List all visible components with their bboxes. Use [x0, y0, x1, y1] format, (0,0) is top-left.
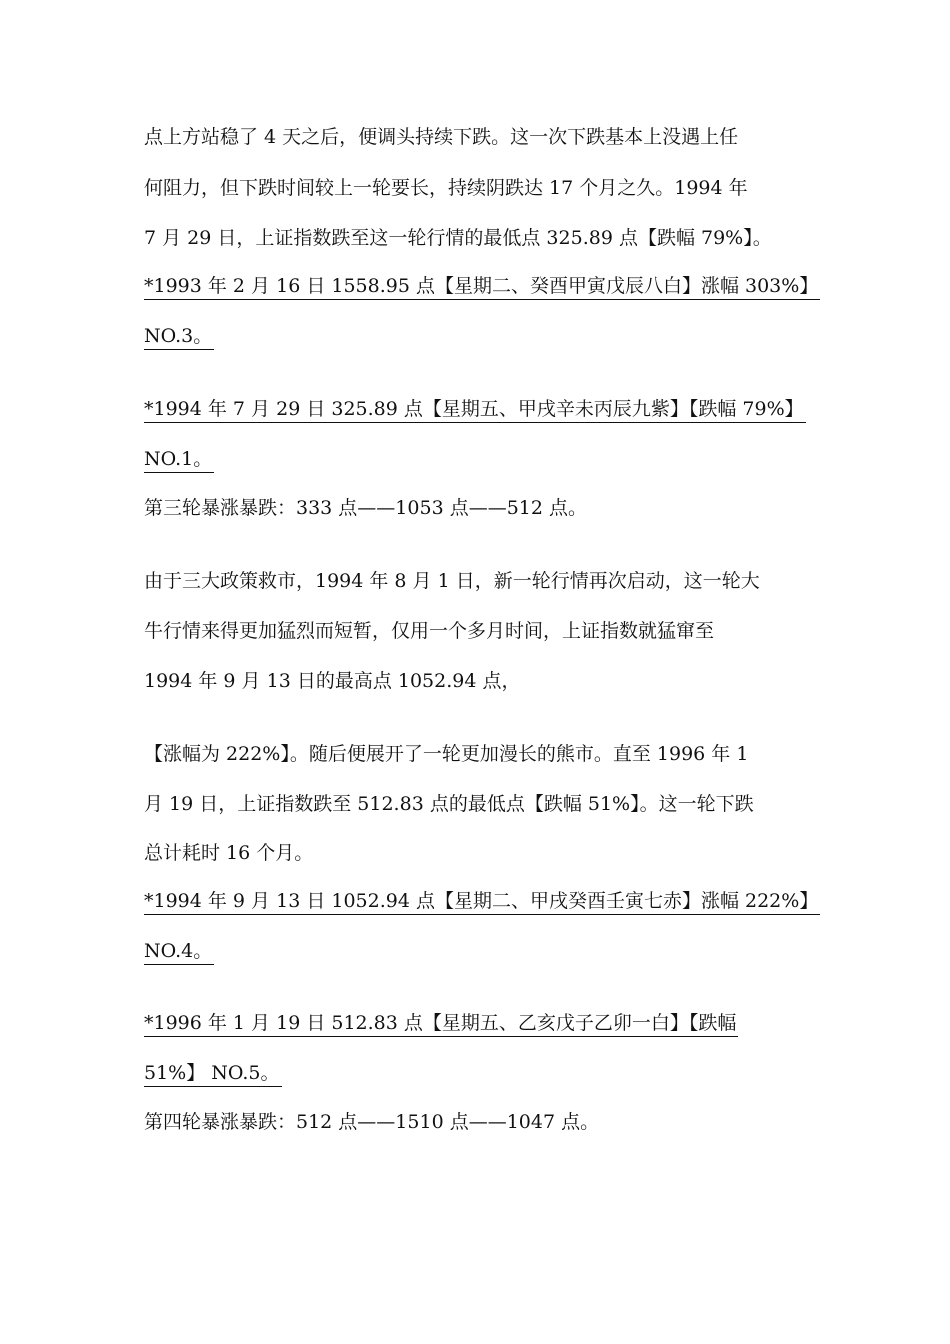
note-1993-line-1: *1993 年 2 月 16 日 1558.95 点【星期二、癸酉甲寅戊辰八白】涨幅 303%】 [144, 275, 820, 300]
note-1994-09-line-1: *1994 年 9 月 13 日 1052.94 点【星期二、甲戌癸酉壬寅七赤】涨幅 222%】 [144, 890, 820, 915]
note-1993-line-2-wrap [144, 323, 214, 349]
note-1994-07-line-1-wrap [144, 396, 806, 422]
paragraph-2-line-1: 由于三大政策救市，1994 年 8 月 1 日，新一轮行情再次启动，这一轮大 [144, 570, 760, 592]
paragraph-2-line-2: 牛行情来得更加猛烈而短暂，仅用一个多月时间，上证指数就猛窜至 [144, 620, 715, 642]
note-1994-07-line-1: *1994 年 7 月 29 日 325.89 点【星期五、甲戌辛未丙辰九紫】【跌幅 79%】 [144, 398, 806, 423]
round-4-heading: 第四轮暴涨暴跌：512 点——1510 点——1047 点。 [144, 1111, 600, 1133]
paragraph-1-line-2: 何阻力，但下跌时间较上一轮要长，持续阴跌达 17 个月之久。1994 年 [144, 177, 748, 199]
note-1996-line-2: 51%】 NO.5。 [144, 1062, 282, 1087]
paragraph-3-line-3: 总计耗时 16 个月。 [144, 842, 314, 864]
note-1994-09-line-2: NO.4。 [144, 940, 214, 965]
paragraph-3-line-2: 月 19 日，上证指数跌至 512.83 点的最低点【跌幅 51%】。这一轮下跌 [144, 793, 754, 815]
paragraph-1-line-1: 点上方站稳了 4 天之后，便调头持续下跌。这一次下跌基本上没遇上任 [144, 126, 739, 148]
note-1994-07-line-2-wrap [144, 446, 214, 472]
note-1994-07-line-2: NO.1。 [144, 448, 214, 473]
note-1994-09-line-2-wrap [144, 938, 214, 964]
note-1993-line-2: NO.3。 [144, 325, 214, 350]
note-1996-line-1: *1996 年 1 月 19 日 512.83 点【星期五、乙亥戊子乙卯一白】【跌幅 [144, 1012, 738, 1037]
note-1993-line-1-wrap [144, 273, 820, 299]
paragraph-1-line-3: 7 月 29 日，上证指数跌至这一轮行情的最低点 325.89 点【跌幅 79%】。 [144, 227, 772, 249]
paragraph-3-line-1: 【涨幅为 222%】。随后便展开了一轮更加漫长的熊市。直至 1996 年 1 [144, 743, 749, 765]
round-3-heading: 第三轮暴涨暴跌：333 点——1053 点——512 点。 [144, 497, 588, 519]
note-1996-line-1-wrap [144, 1010, 738, 1036]
note-1994-09-line-1-wrap [144, 888, 820, 914]
paragraph-2-line-3: 1994 年 9 月 13 日的最高点 1052.94 点， [144, 670, 521, 692]
note-1996-line-2-wrap [144, 1060, 282, 1086]
